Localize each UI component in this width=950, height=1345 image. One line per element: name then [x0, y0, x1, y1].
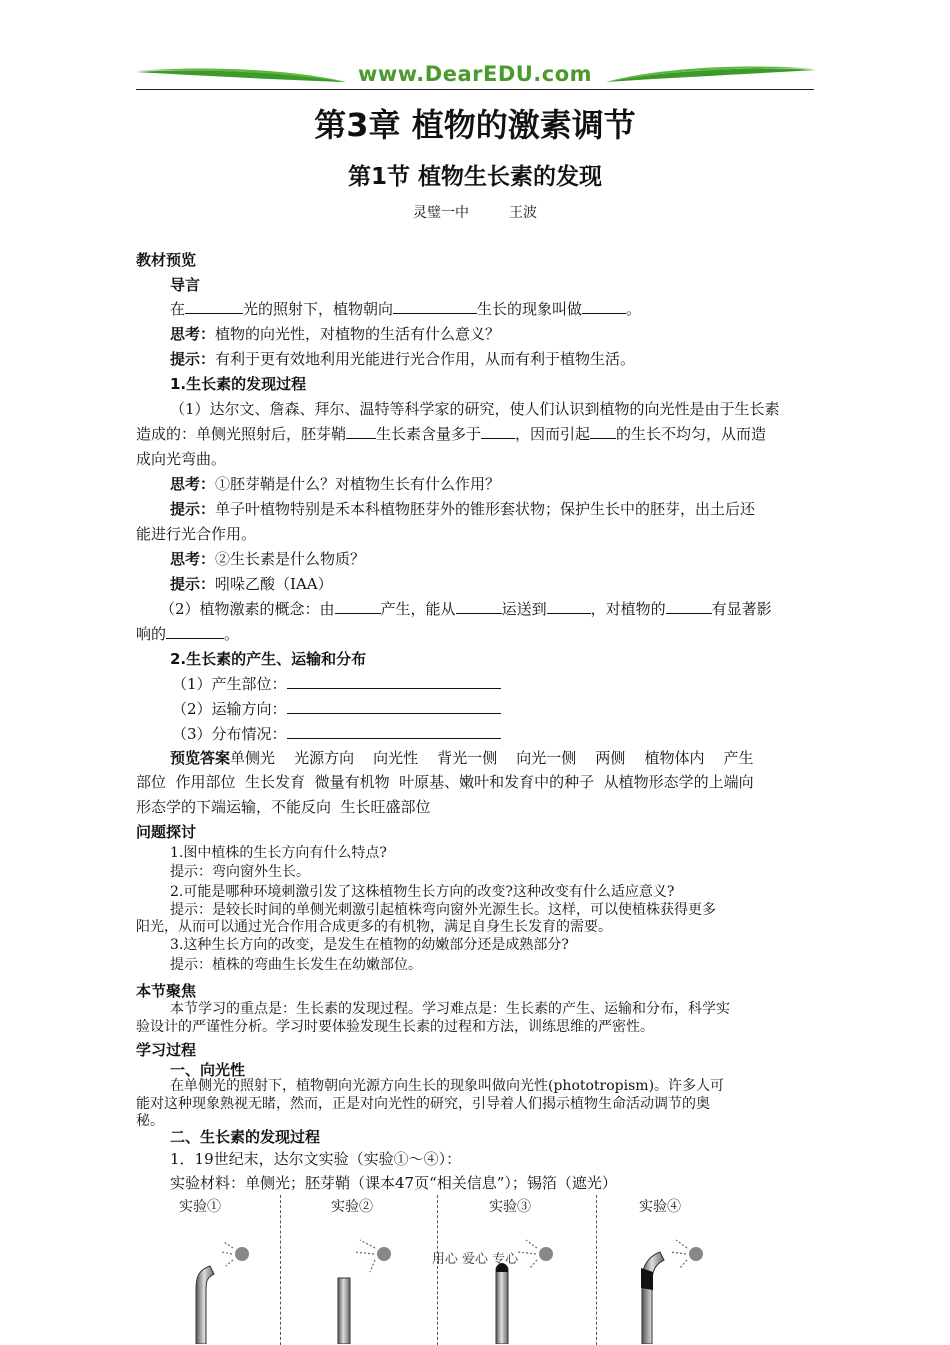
experiment-4-label: 实验④: [639, 1199, 681, 1215]
focus-line-1: 本节学习的重点是：生长素的发现过程。学习难点是：生长素的产生、运输和分布，科学实: [170, 1001, 730, 1017]
intro-sentence: 在 光的照射下，植物朝向 生长的现象叫做 。: [170, 300, 642, 318]
divider: [437, 1195, 438, 1345]
problem-a1: 提示：弯向窗外生长。: [170, 864, 310, 880]
blank: [287, 724, 501, 739]
hint-2a: 提示：单子叶植物特别是禾本科植物胚芽外的锥形套状物；保护生长中的胚芽，出土后还: [170, 500, 756, 518]
blank: [335, 599, 381, 614]
divider: [280, 1195, 281, 1345]
para-2b: 响的 。: [136, 625, 240, 643]
heading-phototropism: 一、向光性: [170, 1061, 246, 1079]
blank: [582, 299, 626, 314]
darwin-experiment-title: 1．19世纪末，达尔文实验（实验①～④）：: [170, 1150, 462, 1168]
think-3: 思考：②生长素是什么物质？: [170, 550, 366, 568]
heading-discovery-process: 二、生长素的发现过程: [170, 1128, 321, 1146]
para-1b: 造成的：单侧光照射后，胚芽鞘 生长素含量多于 ，因而引起 的生长不均匀，从而造: [136, 425, 767, 443]
heading-intro: 导言: [170, 276, 201, 294]
problem-q3: 3.这种生长方向的改变，是发生在植物的幼嫩部分还是成熟部分?: [170, 937, 569, 953]
heading-discovery: 1.生长素的发现过程: [170, 375, 307, 393]
heading-production: 2.生长素的产生、运输和分布: [170, 650, 367, 668]
think-2: 思考：①胚芽鞘是什么？对植物生长有什么作用？: [170, 475, 501, 493]
preview-answers-1: 预览答案单侧光 光源方向 向光性 背光一侧 向光一侧 两侧 植物体内 产生: [170, 749, 754, 767]
blank: [185, 299, 243, 314]
question-direction: （2）运输方向：: [172, 699, 816, 719]
site-logo-text: www.DearEDU.com: [357, 62, 593, 86]
question-site: （1）产生部位：: [172, 674, 816, 694]
preview-answers-3: 形态学的下端运输，不能反向 生长旺盛部位: [136, 798, 431, 816]
phototropism-line-3: 秘。: [136, 1113, 164, 1129]
page-footer: 用心 爱心 专心: [431, 1252, 519, 1267]
blank: [547, 599, 591, 614]
para-2a: （2）植物激素的概念：由 产生，能从 运送到 ，对植物的 有显著影: [160, 600, 772, 618]
blank: [590, 424, 616, 439]
phototropism-line-1: 在单侧光的照射下，植物朝向光源方向生长的现象叫做向光性(phototropism)。许多人可: [170, 1078, 725, 1094]
section-title: 第1节 植物生长素的发现: [347, 164, 602, 190]
experiment-materials: 实验材料：单侧光；胚芽鞘（课本47页“相关信息”）；锡箔（遮光）: [170, 1174, 617, 1192]
experiment-3-label: 实验③: [489, 1199, 531, 1215]
heading-preview: 教材预览: [136, 251, 197, 269]
focus-line-2: 验设计的严谨性分析。学习时要体验发现生长素的过程和方法，训练思维的严密性。: [136, 1019, 654, 1035]
hint-1: 提示：有利于更有效地利用光能进行光合作用，从而有利于植物生活。: [170, 350, 636, 368]
blank: [393, 299, 477, 314]
header-rule: [136, 89, 814, 90]
experiment-2-label: 实验②: [331, 1199, 373, 1215]
problem-a2a: 提示：是较长时间的单侧光刺激引起植株弯向窗外光源生长。这样，可以使植株获得更多: [170, 902, 716, 918]
preview-answers-2: 部位 作用部位 生长发育 微量有机物 叶原基、嫩叶和发育中的种子 从植物形态学的上端向: [136, 773, 754, 791]
hint-2b: 能进行光合作用。: [136, 525, 257, 543]
blank: [166, 624, 224, 639]
blank: [481, 424, 515, 439]
blank: [346, 424, 376, 439]
phototropism-line-2: 能对这种现象熟视无睹，然而，正是对向光性的研究，引导着人们揭示植物生命活动调节的奥: [136, 1096, 710, 1112]
blank: [287, 674, 501, 689]
problem-a2b: 阳光，从而可以通过光合作用合成更多的有机物，满足自身生长发育的需要。: [136, 919, 612, 935]
blank: [456, 599, 502, 614]
experiment-1-label: 实验①: [179, 1199, 221, 1215]
think-1: 思考：植物的向光性，对植物的生活有什么意义？: [170, 325, 501, 343]
chapter-title: 第3章 植物的激素调节: [314, 106, 636, 144]
blank: [666, 599, 712, 614]
heading-process: 学习过程: [136, 1041, 197, 1059]
para-1c: 成向光弯曲。: [136, 450, 227, 468]
problem-q2: 2.可能是哪种环境刺激引发了这株植物生长方向的改变?这种改变有什么适应意义?: [170, 884, 675, 900]
hint-3: 提示：吲哚乙酸（IAA）: [170, 575, 333, 593]
para-1a: （1）达尔文、詹森、拜尔、温特等科学家的研究，使人们认识到植物的向光性是由于生长素: [170, 400, 780, 418]
problem-a3: 提示：植株的弯曲生长发生在幼嫩部位。: [170, 957, 422, 973]
heading-problem: 问题探讨: [136, 823, 197, 841]
blank: [287, 699, 501, 714]
divider: [596, 1195, 597, 1345]
question-distribution: （3）分布情况：: [172, 724, 816, 744]
author-name: 王波: [509, 205, 537, 221]
author-line: [0, 202, 950, 222]
author-school: 灵璧一中: [413, 205, 469, 221]
problem-q1: 1.图中植株的生长方向有什么特点?: [170, 845, 387, 861]
heading-focus: 本节聚焦: [136, 982, 197, 1000]
